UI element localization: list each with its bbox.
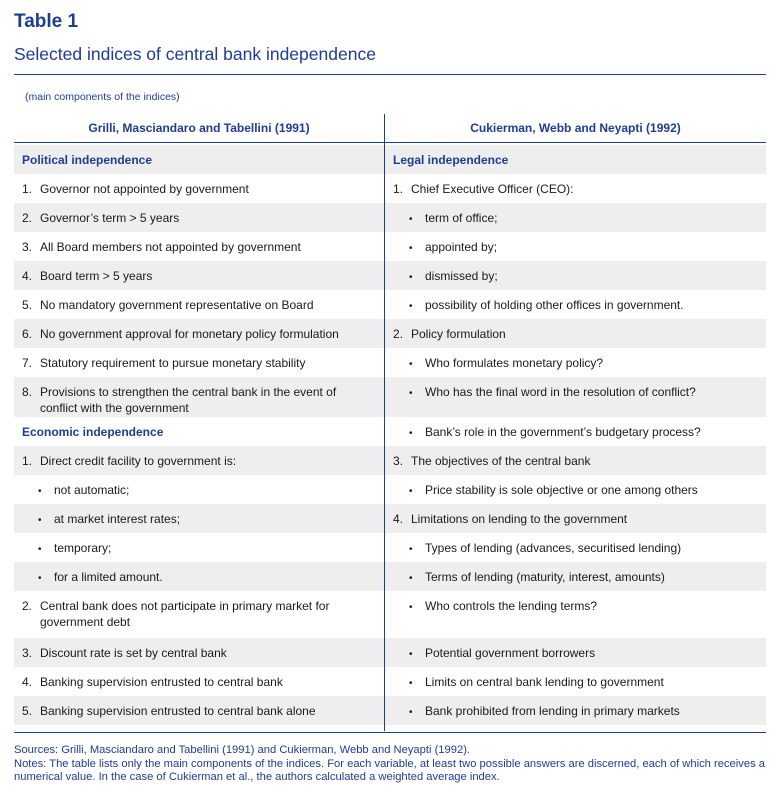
list-item: 2. Policy formulation: [385, 319, 766, 348]
list-item: 7. Statutory requirement to pursue monetary stability: [22, 356, 306, 370]
section-political-independence: Political independence: [14, 145, 384, 174]
bullet-icon: •: [409, 359, 413, 370]
indices-table: [14, 114, 766, 731]
bullet-icon: •: [409, 486, 413, 497]
list-item: 2. Central bank does not participate in primary market for government debt: [22, 599, 330, 629]
bullet-icon: •: [409, 678, 413, 689]
bullet-icon: •: [409, 573, 413, 584]
left-column-header: Grilli, Masciandaro and Tabellini (1991): [88, 121, 310, 135]
bullet-icon: •: [38, 486, 42, 497]
list-item: • possibility of holding other offices in government.: [385, 290, 766, 319]
bullet-icon: •: [409, 243, 413, 254]
table-title: Table 1: [14, 11, 79, 32]
bullet-icon: •: [409, 602, 413, 613]
bullet-icon: •: [409, 649, 413, 660]
bullet-icon: •: [409, 272, 413, 283]
header-rule: [14, 142, 766, 143]
list-item: • Who formulates monetary policy?: [385, 348, 766, 377]
list-item: 5. Banking supervision entrusted to central bank alone: [14, 696, 384, 725]
list-item: • for a limited amount.: [14, 562, 384, 591]
sources-text: Sources: Grilli, Masciandaro and Tabellini (1991) and Cukierman, Webb and Neyapti (1992).: [14, 744, 471, 756]
list-item: 3. The objectives of the central bank: [385, 446, 766, 475]
list-item: 2. Governor’s term > 5 years: [14, 203, 384, 232]
list-item: • Limits on central bank lending to government: [385, 667, 766, 696]
bullet-icon: •: [38, 544, 42, 555]
list-item: • Who has the final word in the resolution of conflict?: [385, 377, 766, 417]
list-item: • Bank’s role in the government’s budgetary process?: [385, 417, 766, 446]
right-column: [385, 145, 766, 725]
list-item: • temporary;: [14, 533, 384, 562]
bullet-icon: •: [38, 573, 42, 584]
left-column: [14, 145, 384, 725]
components-note: (main components of the indices): [25, 91, 180, 103]
bullet-icon: •: [409, 301, 413, 312]
list-item: • appointed by;: [385, 232, 766, 261]
section-legal-independence: Legal independence: [385, 145, 766, 174]
table-subtitle: Selected indices of central bank independence: [14, 44, 376, 64]
list-item: 4. Limitations on lending to the government: [385, 504, 766, 533]
bullet-icon: •: [409, 428, 413, 439]
list-item: 4. Board term > 5 years: [14, 261, 384, 290]
list-item: • at market interest rates;: [14, 504, 384, 533]
bullet-icon: •: [409, 214, 413, 225]
list-item: 1. Direct credit facility to government is:: [14, 446, 384, 475]
list-item: • Types of lending (advances, securitised lending): [385, 533, 766, 562]
list-item: 3. All Board members not appointed by government: [22, 240, 301, 254]
bottom-rule: [14, 732, 766, 733]
list-item: • Potential government borrowers: [385, 638, 766, 667]
section-economic-independence: Economic independence: [22, 425, 164, 439]
list-item: • Price stability is sole objective or one among others: [385, 475, 766, 504]
sources-notes: [14, 744, 766, 785]
bullet-icon: •: [38, 515, 42, 526]
list-item: 3. Discount rate is set by central bank: [14, 638, 384, 667]
list-item: 8. Provisions to strengthen the central bank in the event of conflict with the government: [14, 377, 384, 417]
list-item: 6. No government approval for monetary policy formulation: [14, 319, 384, 348]
top-rule: [14, 74, 766, 75]
list-item: • Who controls the lending terms?: [385, 591, 766, 638]
right-column-header: Cukierman, Webb and Neyapti (1992): [470, 121, 681, 135]
list-item: 1. Governor not appointed by government: [22, 182, 249, 196]
bullet-icon: •: [409, 544, 413, 555]
notes-text: Notes: The table lists only the main components of the indices. For each variable, at least two possible answers are discerned, each of which receives a numerical value. In the case of Cukierman et al., the authors calculated a weighted average index.: [14, 757, 765, 783]
list-item: 1. Chief Executive Officer (CEO):: [393, 182, 574, 196]
list-item: • dismissed by;: [385, 261, 766, 290]
bullet-icon: •: [409, 388, 413, 399]
list-item: 5. No mandatory government representative on Board: [22, 298, 314, 312]
list-item: • not automatic;: [14, 475, 384, 504]
list-item: 4. Banking supervision entrusted to central bank: [22, 675, 283, 689]
list-item: • term of office;: [385, 203, 766, 232]
list-item: • Bank prohibited from lending in primary markets: [385, 696, 766, 725]
bullet-icon: •: [409, 707, 413, 718]
list-item: • Terms of lending (maturity, interest, amounts): [385, 562, 766, 591]
